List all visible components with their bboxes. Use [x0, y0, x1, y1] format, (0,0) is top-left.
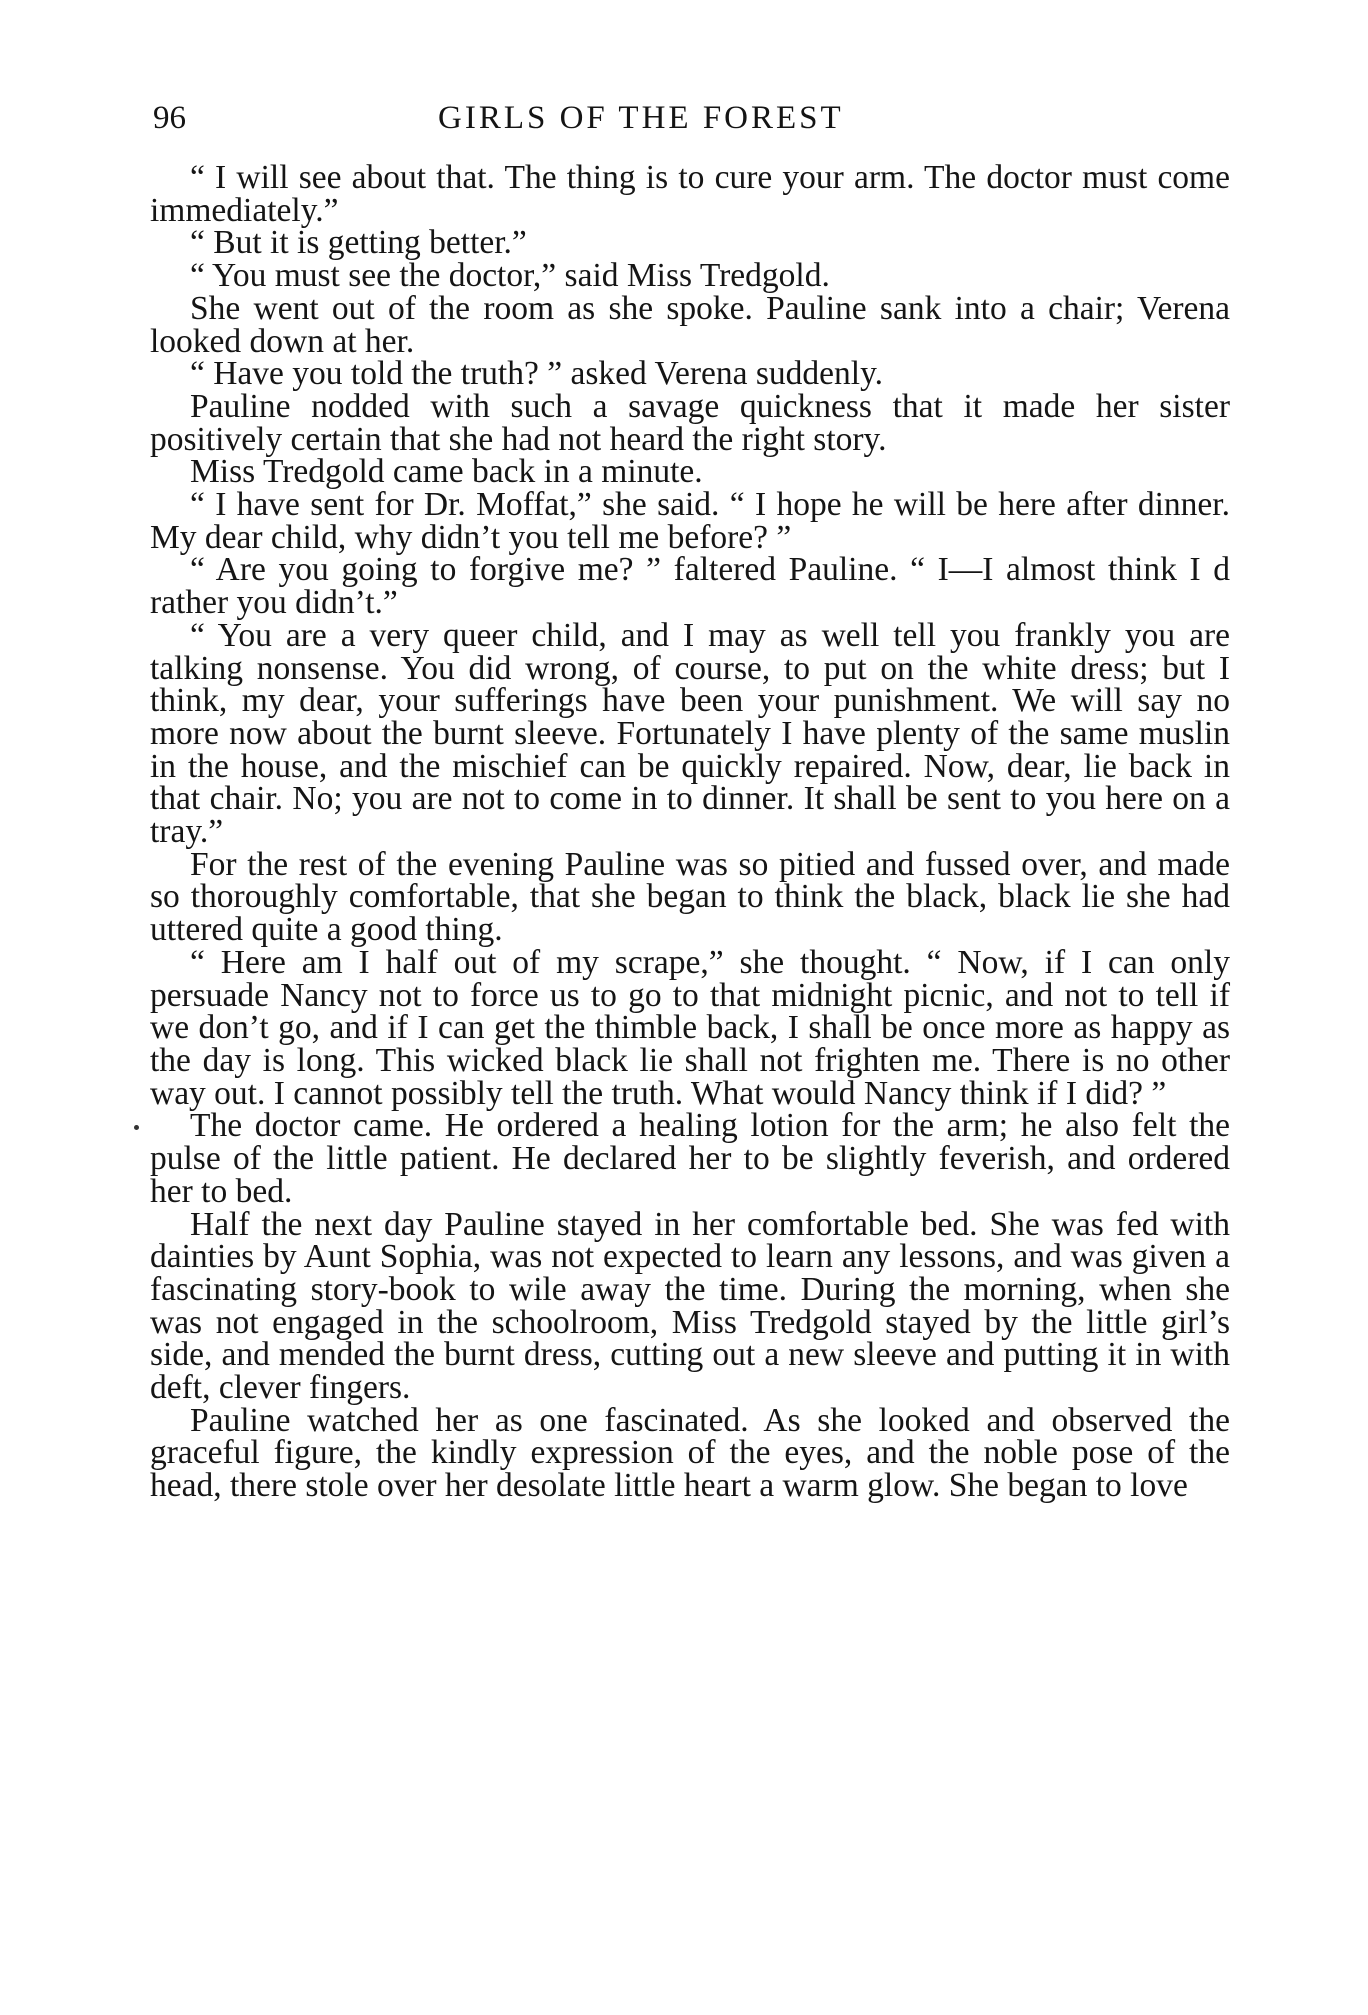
paragraph: “ You are a very queer child, and I may as well tell you frankly you are talking nonsense. You did wrong, of course, to put on the white dress; but I think, my dear, your sufferings have been your punishment. We will say no more now about the burnt sleeve. Fortunately I have plenty of the same muslin in the house, and the mischief can be quickly repaired. Now, dear, lie back in that chair. No; you are not to come in to dinner. It shall be sent to you here on a tray.”: [150, 616, 1230, 851]
paragraph: “ But it is getting better.”: [190, 224, 527, 262]
stray-ink-mark: [134, 1125, 139, 1130]
paragraph: “ Are you going to forgive me? ” faltered Pauline. “ I—I almost think I d rather you didn’t.”: [150, 551, 1230, 622]
paragraph: Miss Tredgold came back in a minute.: [190, 453, 703, 491]
paragraph: The doctor came. He ordered a healing lotion for the arm; he also felt the pulse of the little patient. He declared her to be slightly feverish, and ordered her to bed.: [150, 1107, 1230, 1210]
running-title: GIRLS OF THE FOREST: [438, 100, 844, 136]
paragraph: “ Have you told the truth? ” asked Verena suddenly.: [190, 355, 884, 393]
paragraph: For the rest of the evening Pauline was so pitied and fussed over, and made so thoroughly comfortable, that she began to think the black, black lie she had uttered quite a good thing.: [150, 845, 1230, 949]
paragraph: “ Here am I half out of my scrape,” she thought. “ Now, if I can only persuade Nancy not to force us to go to that midnight picnic, and not to tell if we don’t go, and if I can get the thimble back, I shall be once more as happy as the day is long. This wicked black lie shall not frighten me. There is no other way out. I cannot possibly tell the truth. What would Nancy think if I did? ”: [150, 943, 1230, 1112]
paragraph: She went out of the room as she spoke. Pauline sank into a chair; Verena looked down at her.: [150, 289, 1230, 360]
paragraph: “ I have sent for Dr. Moffat,” she said. “ I hope he will be here after dinner. My dear child, why didn’t you tell me before? ”: [150, 486, 1230, 556]
paragraph: Pauline nodded with such a savage quickness that it made her sister positively certain that she had not heard the right story.: [150, 387, 1230, 458]
body-text: [150, 159, 1230, 1505]
page-number: 96: [153, 100, 186, 136]
paragraph: Half the next day Pauline stayed in her comfortable bed. She was fed with dainties by Aunt Sophia, was not expected to learn any lessons, and was given a fascinating story-book to wile away the time. During the morning, when she was not engaged in the schoolroom, Miss Tredgold stayed by the little girl’s side, and mended the burnt dress, cutting out a new sleeve and putting it in with deft, clever fingers.: [150, 1205, 1230, 1407]
paragraph: “ You must see the doctor,” said Miss Tredgold.: [190, 257, 830, 295]
paragraph: Pauline watched her as one fascinated. As she looked and observed the graceful figure, the kindly expression of the eyes, and the noble pose of the head, there stole over her desolate little heart a warm glow. She began to love: [150, 1401, 1230, 1505]
page-header: [148, 96, 1230, 146]
paragraph: “ I will see about that. The thing is to cure your arm. The doctor must come immediately.”: [150, 159, 1230, 229]
